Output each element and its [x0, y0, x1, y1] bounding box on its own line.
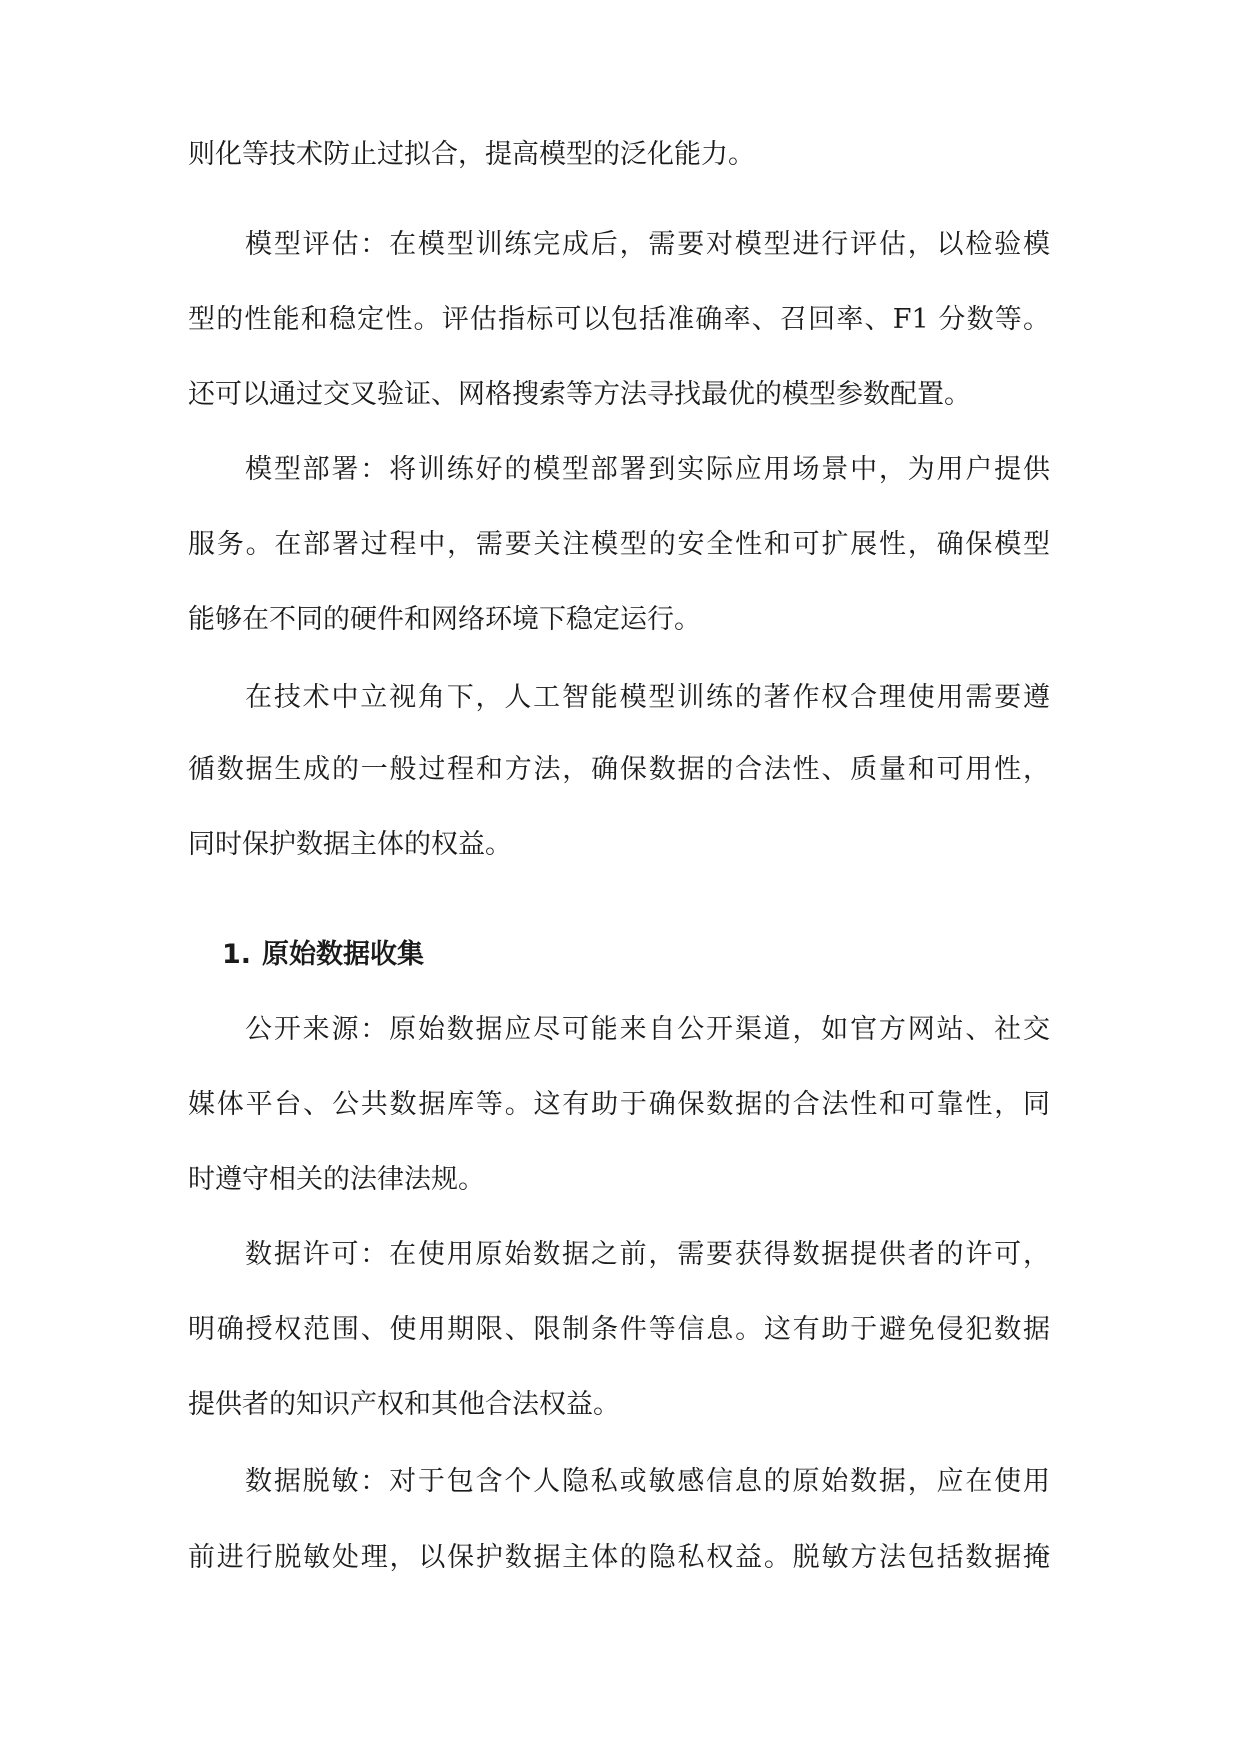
text-line: 则化等技术防止过拟合，提高模型的泛化能力。 — [188, 139, 755, 170]
text-line: 在技术中立视角下，人工智能模型训练的著作权合理使用需要遵 — [245, 682, 1050, 713]
text-line: 时遵守相关的法律法规。 — [188, 1164, 485, 1195]
text-line: 提供者的知识产权和其他合法权益。 — [188, 1389, 620, 1420]
text-line: 循数据生成的一般过程和方法，确保数据的合法性、质量和可用性， — [188, 754, 1050, 785]
section-heading — [222, 935, 424, 975]
text-line: 模型部署：将训练好的模型部署到实际应用场景中，为用户提供 — [245, 454, 1050, 485]
text-line: 媒体平台、公共数据库等。这有助于确保数据的合法性和可靠性，同 — [188, 1089, 1050, 1120]
text-line: 型的性能和稳定性。评估指标可以包括准确率、召回率、F1 分数等。 — [188, 304, 1050, 335]
text-line: 能够在不同的硬件和网络环境下稳定运行。 — [188, 604, 701, 635]
text-line: 数据许可：在使用原始数据之前，需要获得数据提供者的许可， — [245, 1239, 1050, 1270]
text-line: 前进行脱敏处理，以保护数据主体的隐私权益。脱敏方法包括数据掩 — [188, 1542, 1050, 1573]
text-line: 同时保护数据主体的权益。 — [188, 829, 512, 860]
text-line: 公开来源：原始数据应尽可能来自公开渠道，如官方网站、社交 — [245, 1014, 1050, 1045]
section-title: 原始数据收集 — [262, 939, 424, 970]
text-line: 还可以通过交叉验证、网格搜索等方法寻找最优的模型参数配置。 — [188, 379, 971, 410]
text-line: 服务。在部署过程中，需要关注模型的安全性和可扩展性，确保模型 — [188, 529, 1050, 560]
text-line: 模型评估：在模型训练完成后，需要对模型进行评估，以检验模 — [245, 229, 1050, 260]
section-number: 1. — [222, 939, 252, 970]
text-line: 数据脱敏：对于包含个人隐私或敏感信息的原始数据，应在使用 — [245, 1466, 1050, 1497]
text-line: 明确授权范围、使用期限、限制条件等信息。这有助于避免侵犯数据 — [188, 1314, 1050, 1345]
